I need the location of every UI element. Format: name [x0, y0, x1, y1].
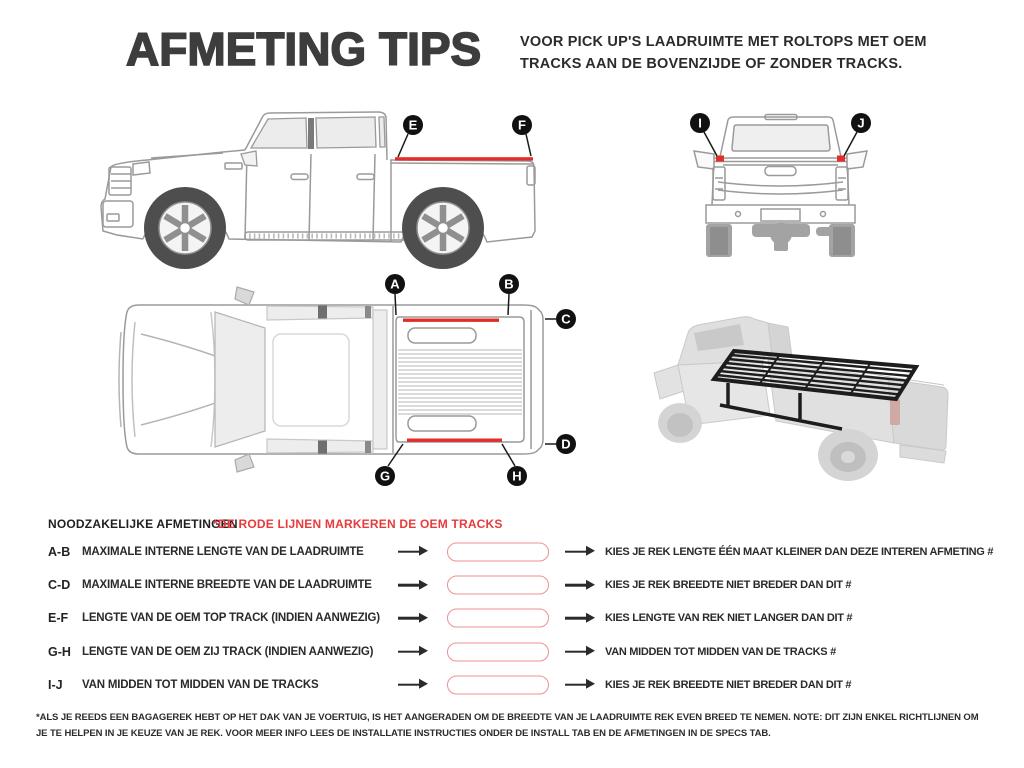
oem-track-red-mark-right	[837, 156, 845, 162]
arrow-right-icon	[565, 617, 586, 620]
measurement-guidance: KIES JE REK LENGTE ÉÉN MAAT KLEINER DAN DEZE INTEREN AFMETING #	[605, 545, 994, 558]
rear-wheel	[402, 187, 484, 269]
front-wheel	[144, 187, 226, 269]
badge-letter-j: J	[857, 115, 865, 131]
measurement-row	[48, 668, 1008, 701]
label-badge-h	[507, 466, 527, 486]
measurement-description: MAXIMALE INTERNE BREEDTE VAN DE LAADRUIMTE	[82, 578, 372, 591]
badge-letter-a: A	[390, 276, 400, 292]
arrow-right-icon	[565, 684, 586, 687]
subtitle-line-1: VOOR PICK UP'S LAADRUIMTE MET ROLTOPS MET OEM	[520, 34, 927, 50]
arrow-right-icon	[398, 617, 419, 620]
measurement-guidance: KIES JE REK BREEDTE NIET BREDER DAN DIT #	[605, 578, 852, 591]
badge-letter-h: H	[512, 468, 522, 484]
subtitle-line-2: TRACKS AAN DE BOVENZIJDE OF ZONDER TRACKS.	[520, 56, 903, 72]
arrow-right-icon	[398, 650, 419, 653]
measurement-label: C-D	[48, 577, 71, 592]
measurements-heading: NOODZAKELIJKE AFMETINGEN	[48, 517, 238, 531]
measurement-row	[48, 568, 1008, 601]
measurement-guidance: VAN MIDDEN TOT MIDDEN VAN DE TRACKS #	[605, 645, 836, 658]
measurement-row	[48, 635, 1008, 668]
red-tracks-note: *DE RODE LIJNEN MARKEREN DE OEM TRACKS	[213, 517, 503, 531]
measurement-row	[48, 602, 1008, 635]
label-badge-e	[403, 115, 423, 135]
badge-letter-i: I	[698, 115, 702, 131]
label-badge-j	[851, 113, 871, 133]
measurement-description: LENGTE VAN DE OEM ZIJ TRACK (INDIEN AANWEZIG)	[82, 645, 374, 658]
side-view-diagram	[95, 103, 555, 273]
measurement-label: A-B	[48, 544, 71, 559]
page-title: AFMETING TIPS	[126, 23, 482, 75]
oem-side-track-red-line-bottom	[407, 439, 502, 442]
measurement-description: MAXIMALE INTERNE LENGTE VAN DE LAADRUIMTE	[82, 545, 364, 558]
measurement-description: VAN MIDDEN TOT MIDDEN VAN DE TRACKS	[82, 678, 319, 691]
badge-letter-c: C	[561, 311, 571, 327]
rear-view-diagram	[668, 101, 893, 271]
measurement-value-field	[447, 609, 549, 628]
label-badge-d	[556, 434, 576, 454]
label-badge-a	[385, 274, 405, 294]
measurement-description: LENGTE VAN DE OEM TOP TRACK (INDIEN AANWEZIG)	[82, 612, 380, 625]
measurement-label: E-F	[48, 611, 69, 626]
measurement-label: I-J	[48, 677, 63, 692]
label-badge-c	[556, 309, 576, 329]
measurement-value-field	[447, 575, 549, 594]
footnote	[36, 710, 996, 742]
arrow-right-icon	[565, 584, 586, 587]
badge-letter-e: E	[408, 117, 418, 133]
footnote-line-2: JE TE HELPEN IN JE KEUZE VAN JE REK. VOOR MEER INFO LEES DE INSTALLATIE INSTRUCTIES ONDER DE INSTALL TAB EN DE AFMETINGEN IN DE SPECS TAB.	[36, 728, 771, 739]
measurements-table	[48, 535, 1008, 701]
rack-3d-illustration	[650, 293, 980, 493]
label-badge-f	[512, 115, 532, 135]
rear-truck-outline	[694, 115, 867, 224]
arrow-right-icon	[565, 550, 586, 553]
measurement-value-field	[447, 542, 549, 561]
label-badge-g	[375, 466, 395, 486]
measurement-label: G-H	[48, 644, 71, 659]
badge-letter-f: F	[518, 117, 526, 133]
measurement-guidance: KIES LENGTE VAN REK NIET LANGER DAN DIT #	[605, 612, 853, 625]
measurement-guidance: KIES JE REK BREEDTE NIET BREDER DAN DIT #	[605, 678, 852, 691]
arrow-right-icon	[398, 684, 419, 687]
badge-letter-g: G	[379, 468, 391, 484]
rear-undercarriage	[706, 223, 855, 257]
footnote-line-1: *ALS JE REEDS EEN BAGAGEREK HEBT OP HET DAK VAN JE VOERTUIG, IS HET AANGERADEN OM DE BREEDTE VAN JE LAADRUIMTE REK EVEN BREED TE NEMEN. NOTE: DIT ZIJN ENKEL RICHTLIJNEN OM	[36, 712, 979, 723]
top-view-diagram	[115, 272, 585, 487]
arrow-right-icon	[398, 584, 419, 587]
oem-track-red-mark-left	[716, 156, 724, 162]
arrow-right-icon	[565, 650, 586, 653]
page-subtitle	[520, 31, 927, 75]
measurement-row	[48, 535, 1008, 568]
label-badge-b	[499, 274, 519, 294]
measurement-value-field	[447, 642, 549, 661]
top-truck-outline	[119, 305, 543, 454]
label-badge-i	[690, 113, 710, 133]
arrow-right-icon	[398, 550, 419, 553]
leader-lines	[398, 134, 531, 157]
side-truck-windows	[241, 117, 385, 166]
badge-letter-b: B	[504, 276, 514, 292]
oem-top-track-red-line	[395, 157, 533, 160]
oem-side-track-red-line-top	[403, 319, 499, 322]
badge-letter-d: D	[561, 436, 571, 452]
measurement-value-field	[447, 675, 549, 694]
